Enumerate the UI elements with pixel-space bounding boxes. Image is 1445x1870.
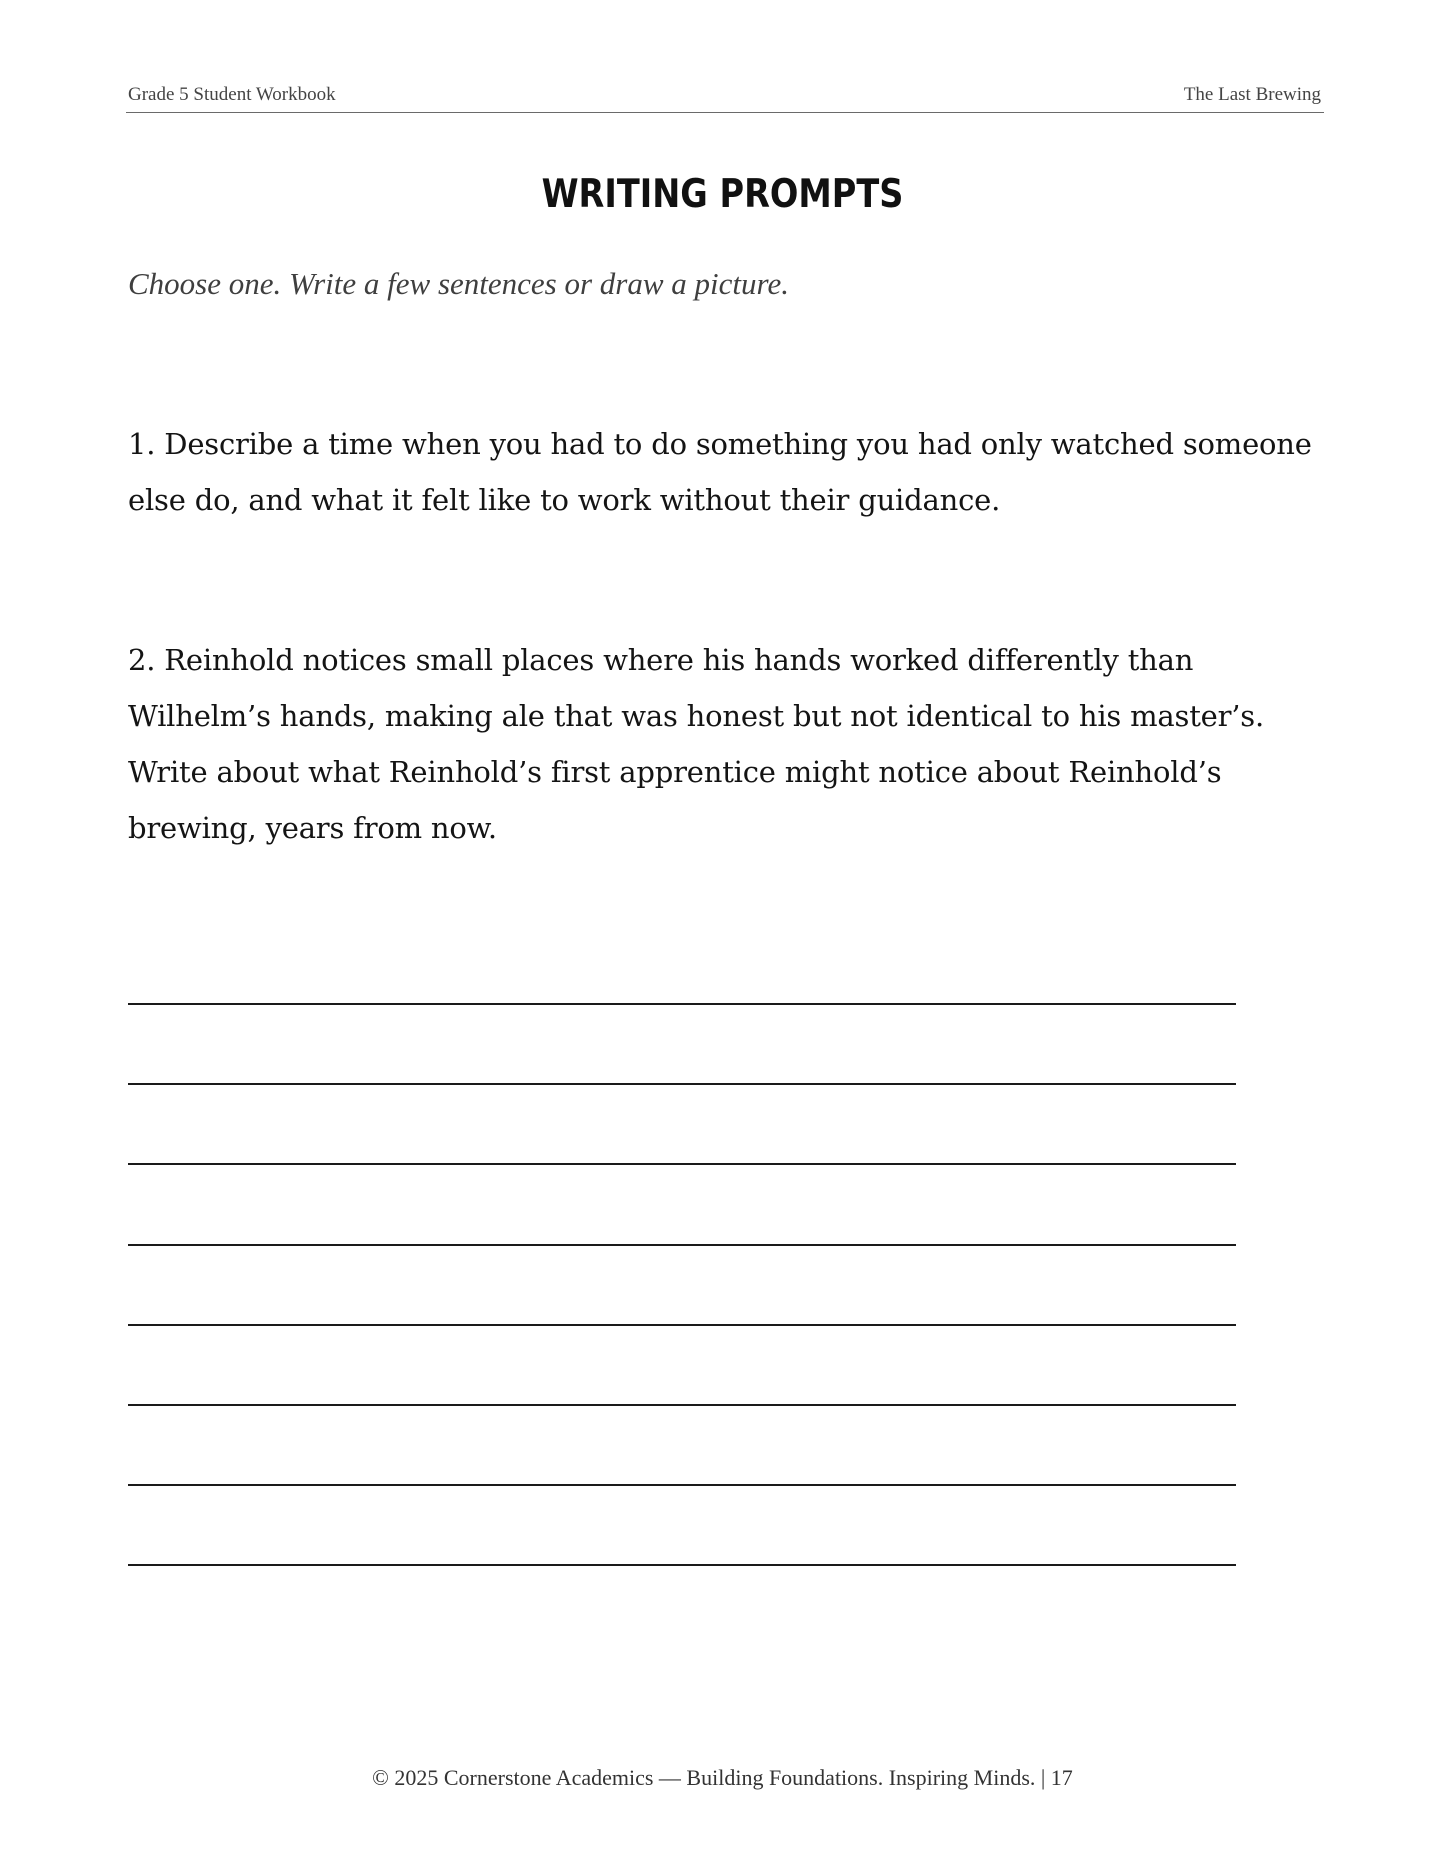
header-story-title: The Last Brewing <box>1183 84 1321 105</box>
page-header <box>126 84 1324 113</box>
prompt-line: 1. Describe a time when you had to do something you had only watched someone <box>128 427 1312 461</box>
answer-line[interactable] <box>128 1324 1236 1326</box>
page-footer: © 2025 Cornerstone Academics — Building Foundations. Inspiring Minds. | 17 <box>372 1765 1073 1790</box>
answer-line[interactable] <box>128 1083 1236 1085</box>
answer-line[interactable] <box>128 1163 1236 1165</box>
prompt-line: Wilhelm’s hands, making ale that was honest but not identical to his master’s. <box>128 699 1264 733</box>
prompt-line: 2. Reinhold notices small places where his hands worked differently than <box>128 643 1194 677</box>
writing-prompt-1 <box>128 416 1328 528</box>
writing-prompt-2 <box>128 632 1328 856</box>
answer-line[interactable] <box>128 1244 1236 1246</box>
prompt-line: else do, and what it felt like to work without their guidance. <box>128 483 1001 517</box>
prompt-line: brewing, years from now. <box>128 811 497 845</box>
answer-line[interactable] <box>128 1003 1236 1005</box>
header-workbook-label: Grade 5 Student Workbook <box>128 84 336 105</box>
answer-line[interactable] <box>128 1564 1236 1566</box>
instructions-text: Choose one. Write a few sentences or draw a picture. <box>128 266 789 301</box>
answer-line[interactable] <box>128 1484 1236 1486</box>
prompt-line: Write about what Reinhold’s first apprentice might notice about Reinhold’s <box>128 755 1222 789</box>
page-title: WRITING PROMPTS <box>541 172 904 217</box>
answer-line[interactable] <box>128 1404 1236 1406</box>
